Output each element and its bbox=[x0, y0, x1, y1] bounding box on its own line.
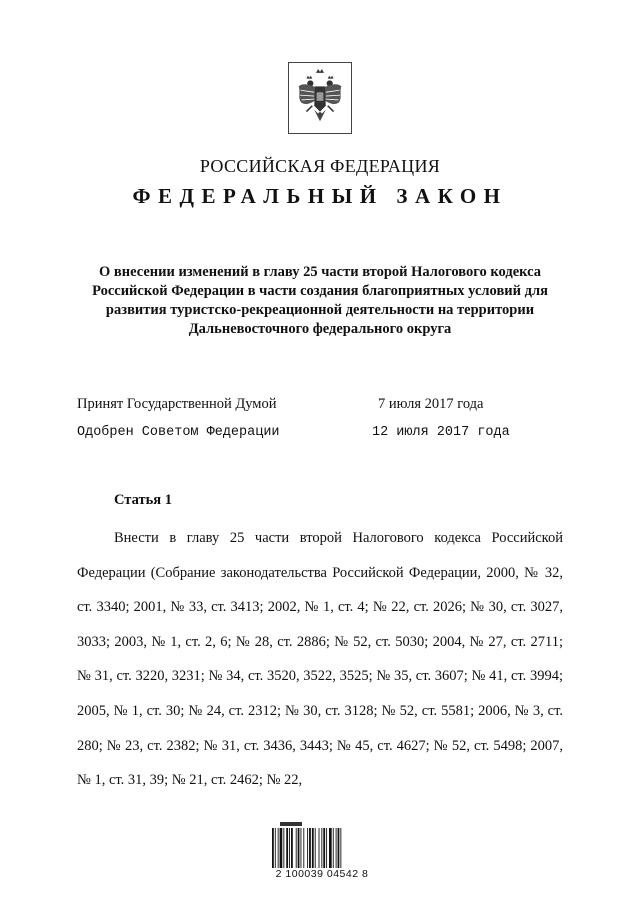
double-headed-eagle-icon bbox=[289, 63, 351, 133]
approval-date-council: 12 июля 2017 года bbox=[372, 425, 510, 440]
approval-label-council: Одобрен Советом Федерации bbox=[77, 425, 280, 440]
adoption-date-duma: 7 июля 2017 года bbox=[378, 396, 484, 412]
document-type: ФЕДЕРАЛЬНЫЙ ЗАКОН bbox=[132, 184, 508, 208]
article-heading: Статья 1 bbox=[114, 492, 172, 508]
article-body: Внести в главу 25 части второй Налогового кодекса Российской Федерации (Собрание законодательства Российской Федерации, 2000, № 32, ст. 3340; 2001, № 33, ст. 3413; 2002, № 1, ст. 4; № 22, ст. 2026; № 30, ст. 3027, 3033; 2003, № 1, ст. 2, 6; № 28, ст. 2886; № 52, ст. 5030; 2004, № 27, ст. 2711; № 31, ст. 3220, 3231; № 34, ст. 3520, 3522, 3525; № 35, ст. 3607; № 41, ст. 3994; 2005, № 1, ст. 30; № 24, ст. 2312; № 30, ст. 3128; № 52, ст. 5581; 2006, № 3, ст. 280; № 23, ст. 2382; № 31, ст. 3436, 3443; № 45, ст. 4627; № 52, ст. 5498; 2007, № 1, ст. 31, 39; № 21, ст. 2462; № 22, bbox=[77, 530, 563, 789]
state-emblem bbox=[288, 62, 352, 134]
barcode-number: 2 100039 04542 8 bbox=[275, 868, 369, 880]
law-title: О внесении изменений в главу 25 части второй Налогового кодекса Российской Федерации в части создания благоприятных условий для развития туристско-рекреационной деятельности на территории Дальневосточного федерального округа bbox=[92, 264, 548, 337]
country-name: РОССИЙСКАЯ ФЕДЕРАЦИЯ bbox=[199, 156, 441, 176]
barcode bbox=[270, 822, 370, 870]
adoption-label-duma: Принят Государственной Думой bbox=[77, 396, 277, 412]
